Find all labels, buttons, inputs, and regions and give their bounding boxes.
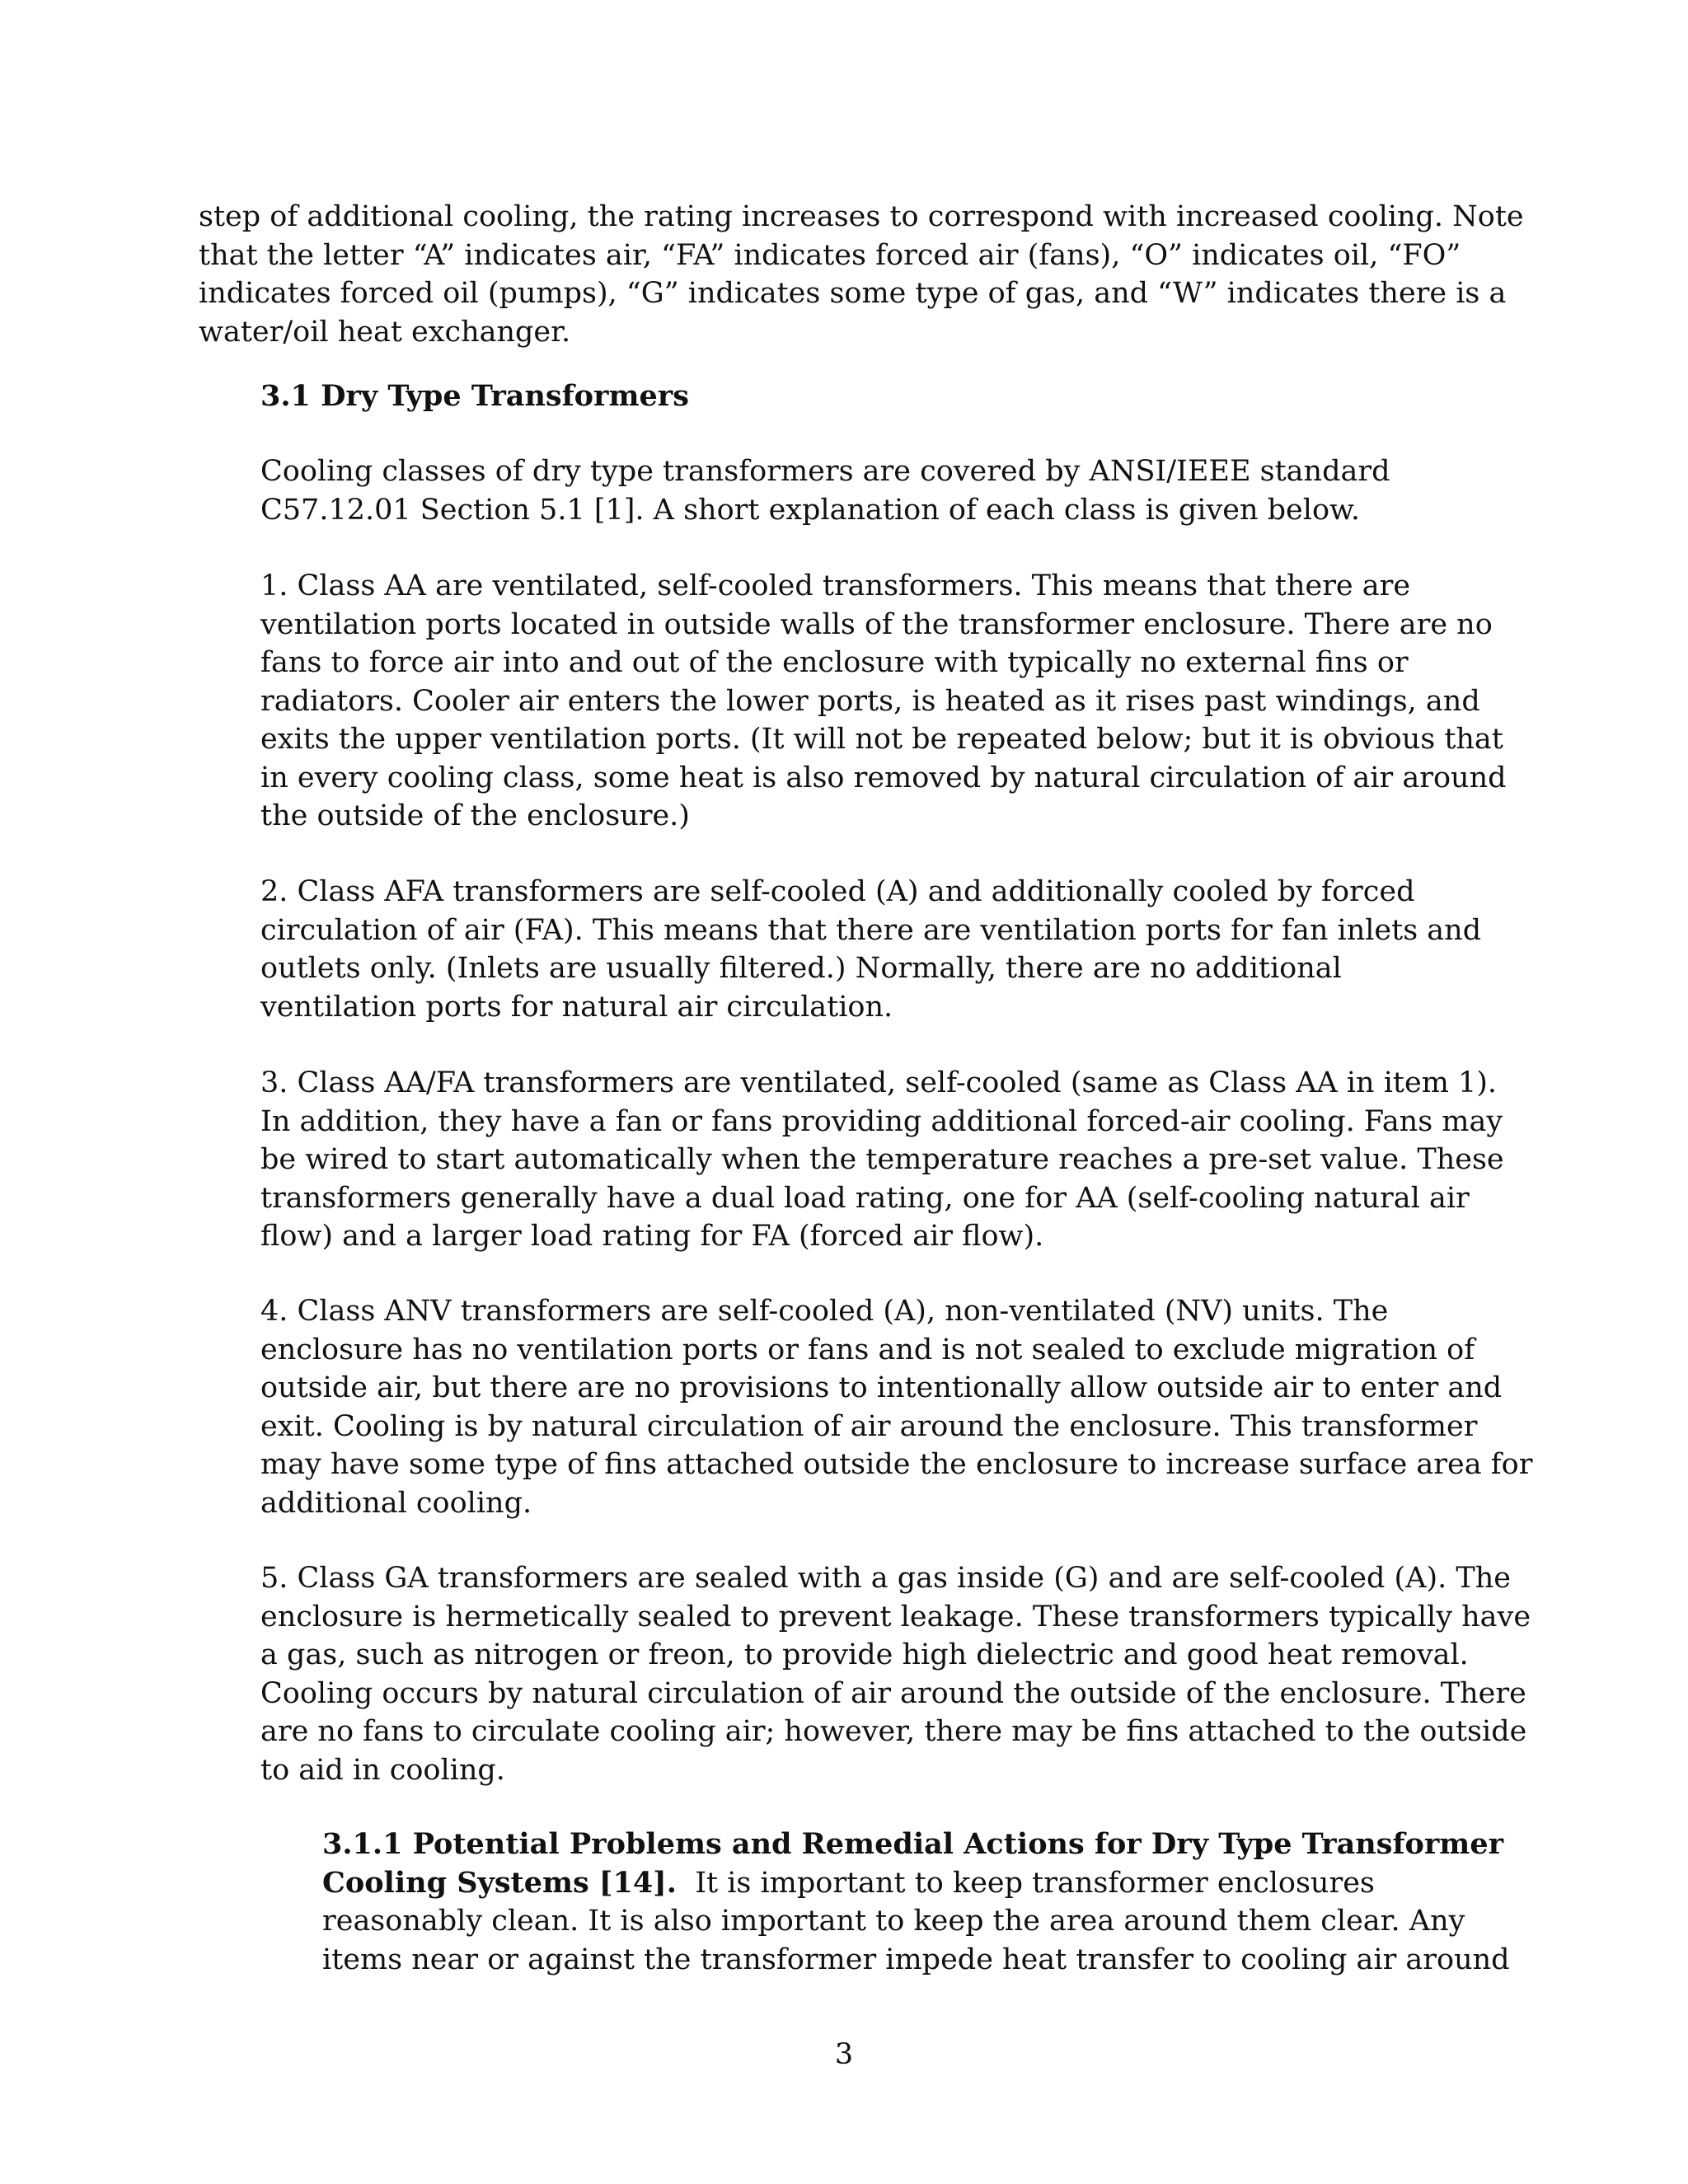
page-number: 3 (834, 2038, 854, 2071)
section-3-1-1-heading: 3.1.1 Potential Problems and Remedial Actions for Dry Type Transformer (322, 1827, 1504, 1861)
text-line: 5. Class GA transformers are sealed with a gas inside (G) and are self-cooled (A). The (260, 1562, 1511, 1595)
text-line: are no fans to circulate cooling air; however, there may be fins attached to the outside (260, 1715, 1527, 1748)
item-5-paragraph (260, 1559, 1531, 1789)
text-line: that the letter “A” indicates air, “FA” indicates forced air (fans), “O” indicates oil, “FO” (199, 238, 1461, 272)
text-line: items near or against the transformer impede heat transfer to cooling air around (322, 1943, 1510, 1976)
text-line: indicates forced oil (pumps), “G” indicates some type of gas, and “W” indicates there is a (199, 277, 1507, 310)
text-line: 3. Class AA/FA transformers are ventilated, self-cooled (same as Class AA in item 1). (260, 1066, 1498, 1099)
item-4-paragraph (260, 1292, 1532, 1522)
text-line: C57.12.01 Section 5.1 [1]. A short explanation of each class is given below. (260, 493, 1360, 527)
text-line: 1. Class AA are ventilated, self-cooled transformers. This means that there are (260, 569, 1411, 602)
text-line: to aid in cooling. (260, 1753, 505, 1787)
text-line: reasonably clean. It is also important to keep the area around them clear. Any (322, 1905, 1465, 1938)
text-line: exit. Cooling is by natural circulation of air around the enclosure. This transformer (260, 1409, 1478, 1443)
text-line: flow) and a larger load rating for FA (forced air flow). (260, 1220, 1044, 1253)
text-line: in every cooling class, some heat is also removed by natural circulation of air around (260, 761, 1507, 794)
section-3-1-1-heading-cont: Cooling Systems [14]. (322, 1865, 677, 1900)
text-line: 4. Class ANV transformers are self-cooled (A), non-ventilated (NV) units. The (260, 1295, 1389, 1328)
text-line: 2. Class AFA transformers are self-cooled (A) and additionally cooled by forced (260, 875, 1415, 908)
text-line: enclosure is hermetically sealed to prevent leakage. These transformers typically have (260, 1600, 1531, 1633)
text-line: outside air, but there are no provisions to intentionally allow outside air to enter and (260, 1371, 1503, 1404)
text-line: may have some type of fins attached outside the enclosure to increase surface area for (260, 1448, 1533, 1481)
item-3-paragraph (260, 1064, 1504, 1256)
text-line: outlets only. (Inlets are usually filtered.) Normally, there are no additional (260, 952, 1342, 985)
text-line: In addition, they have a fan or fans providing additional forced-air cooling. Fans may (260, 1104, 1503, 1138)
text-line: enclosure has no ventilation ports or fans and is not sealed to exclude migration of (260, 1333, 1475, 1366)
text-line: the outside of the enclosure.) (260, 799, 690, 832)
section-3-1-heading: 3.1 Dry Type Transformers (260, 379, 689, 413)
text-line: step of additional cooling, the rating increases to correspond with increased cooling. Note (199, 200, 1524, 233)
text-line: Cooling occurs by natural circulation of air around the outside of the enclosure. There (260, 1676, 1526, 1710)
item-1-paragraph (260, 567, 1507, 836)
text-line: water/oil heat exchanger. (199, 315, 571, 349)
text-line: Cooling classes of dry type transformers are covered by ANSI/IEEE standard (260, 455, 1390, 488)
text-line: fans to force air into and out of the enclosure with typically no external fins or (260, 646, 1409, 679)
text-line: be wired to start automatically when the temperature reaches a pre-set value. These (260, 1143, 1504, 1176)
text-line (322, 1864, 1510, 1903)
text-line: transformers generally have a dual load rating, one for AA (self-cooling natural air (260, 1181, 1470, 1215)
item-2-paragraph (260, 873, 1481, 1026)
text-line: ventilation ports for natural air circulation. (260, 990, 893, 1024)
text-line: additional cooling. (260, 1486, 532, 1520)
text-line: exits the upper ventilation ports. (It will not be repeated below; but it is obvious that (260, 723, 1503, 756)
standard-paragraph (260, 452, 1390, 529)
text-line: circulation of air (FA). This means that there are ventilation ports for fan inlets and (260, 913, 1482, 947)
text-line: radiators. Cooler air enters the lower ports, is heated as it rises past windings, and (260, 684, 1480, 718)
text-line: a gas, such as nitrogen or freon, to provide high dielectric and good heat removal. (260, 1638, 1469, 1671)
section-3-1-1-paragraph (322, 1825, 1510, 1979)
inline-text: It is important to keep transformer enclosures (676, 1866, 1375, 1900)
text-line: ventilation ports located in outside walls of the transformer enclosure. There are no (260, 607, 1493, 641)
intro-paragraph (199, 198, 1524, 351)
